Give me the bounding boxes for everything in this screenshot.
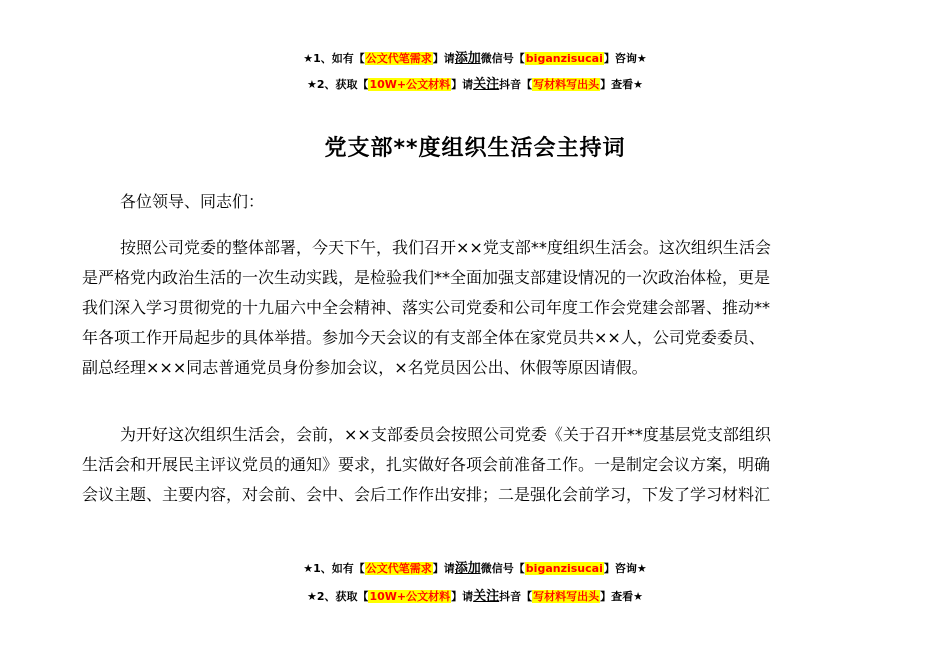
promo-highlight: 10W+公文材料: [369, 78, 451, 91]
promo-prefix: ★2、获取【: [306, 590, 369, 603]
paragraph-line: 为开好这次组织生活会，会前，××支部委员会按照公司党委《关于召开**度基层党支部组织: [120, 425, 771, 444]
paragraph-line: 是严格党内政治生活的一次生动实践，是检验我们**全面加强支部建设情况的一次政治体检，更是: [82, 268, 771, 287]
paragraph-line: 副总经理×××同志普通党员身份参加会议，×名党员因公出、休假等原因请假。: [82, 358, 648, 377]
promo-emphasis: 添加: [454, 561, 481, 576]
greeting: [82, 187, 908, 217]
paragraph-1: [82, 233, 870, 383]
promo-text: 抖音【: [499, 78, 533, 91]
paragraph-line: 生活会和开展民主评议党员的通知》要求，扎实做好各项会前准备工作。一是制定会议方案，明确: [82, 455, 771, 474]
promo-line-bottom-2: [0, 589, 950, 605]
promo-text: 】请: [432, 562, 455, 575]
paragraph-line: 会议主题、主要内容，对会前、会中、会后工作作出安排；二是强化会前学习，下发了学习材料汇: [82, 485, 771, 504]
promo-suffix: 】咨询★: [603, 52, 647, 65]
promo-emphasis: 关注: [473, 77, 500, 92]
promo-highlight: 公文代笔需求: [365, 52, 432, 65]
promo-text: 抖音【: [499, 590, 533, 603]
promo-text: 微信号【: [480, 52, 525, 65]
promo-text: 】请: [451, 78, 474, 91]
greeting-text: 各位领导、同志们：: [120, 192, 265, 211]
promo-line-top-2: [0, 77, 950, 93]
promo-highlight-douyin: 写材料写出头: [533, 78, 600, 91]
promo-highlight-wechat-id: biganzisucai: [525, 562, 603, 575]
promo-prefix: ★1、如有【: [303, 52, 365, 65]
document-title: 党支部**度组织生活会主持词: [324, 136, 626, 161]
paragraph-line: 按照公司党委的整体部署，今天下午，我们召开××党支部**度组织生活会。这次组织生活会: [120, 238, 771, 257]
promo-prefix: ★1、如有【: [303, 562, 365, 575]
promo-highlight-wechat-id: biganzisucai: [525, 52, 603, 65]
promo-suffix: 】查看★: [600, 590, 644, 603]
promo-suffix: 】查看★: [600, 78, 644, 91]
paragraph-line: 年各项工作开局起步的具体举措。参加今天会议的有支部全体在家党员共××人，公司党委委员、: [82, 328, 765, 347]
promo-line-bottom-1: [0, 561, 950, 577]
promo-text: 微信号【: [480, 562, 525, 575]
promo-text: 】请: [432, 52, 455, 65]
paragraph-2: [82, 420, 870, 510]
promo-text: 】请: [451, 590, 474, 603]
promo-emphasis: 添加: [454, 51, 481, 66]
promo-prefix: ★2、获取【: [306, 78, 369, 91]
promo-highlight: 公文代笔需求: [365, 562, 432, 575]
promo-line-top-1: [0, 51, 950, 67]
promo-highlight: 10W+公文材料: [369, 590, 451, 603]
paragraph-line: 我们深入学习贯彻党的十九届六中全会精神、落实公司党委和公司年度工作会党建会部署、推动**: [82, 298, 771, 317]
promo-highlight-douyin: 写材料写出头: [533, 590, 600, 603]
promo-suffix: 】咨询★: [603, 562, 647, 575]
promo-emphasis: 关注: [473, 589, 500, 604]
